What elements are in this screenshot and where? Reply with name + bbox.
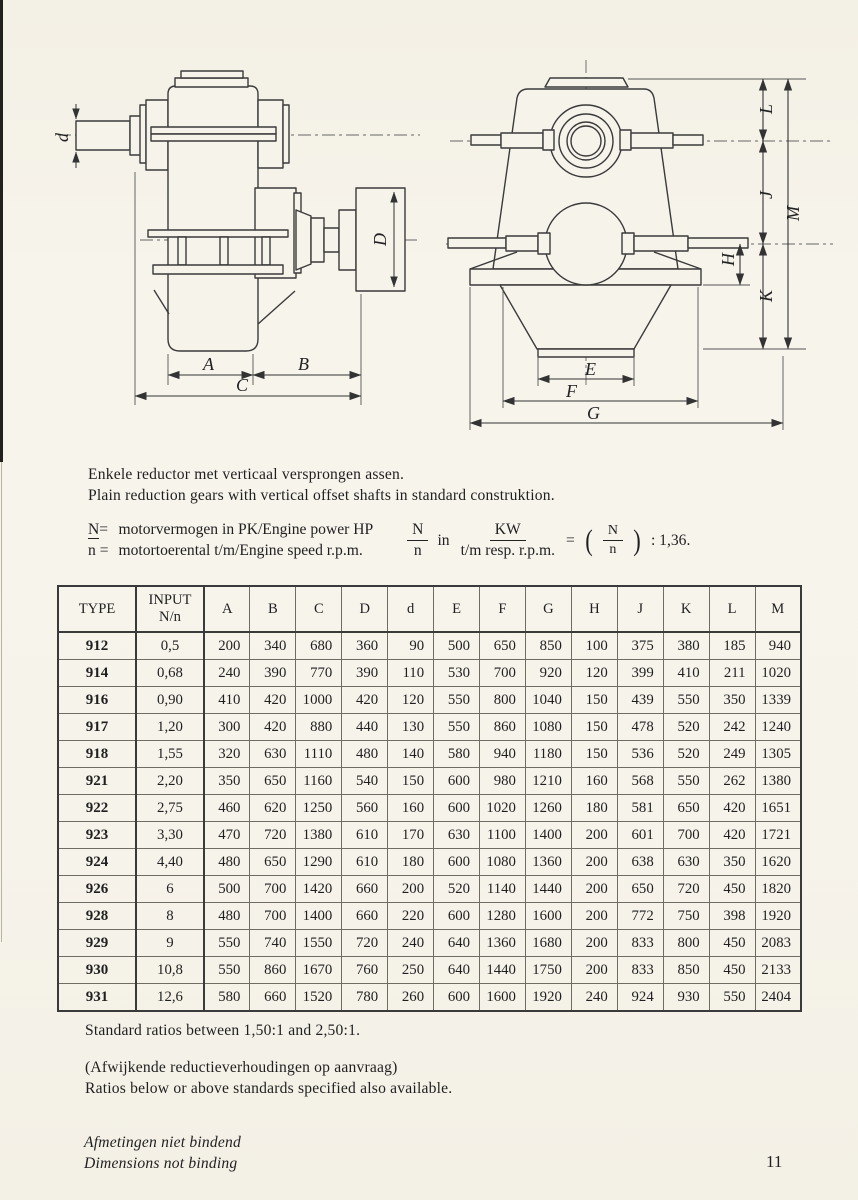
cell-dimension: 350 [709, 849, 755, 876]
cell-dimension: 1290 [296, 849, 342, 876]
cell-dimension: 880 [296, 714, 342, 741]
ratios-note-block [85, 1057, 452, 1099]
cell-dimension: 480 [204, 849, 250, 876]
cell-dimension: 770 [296, 660, 342, 687]
foot [500, 285, 671, 349]
cell-dimension: 200 [388, 876, 434, 903]
cell-dimension: 550 [663, 768, 709, 795]
cell-dimension: 568 [617, 768, 663, 795]
dim-label-C: C [236, 375, 249, 395]
cell-type: 912 [58, 632, 136, 660]
table-row [58, 876, 801, 903]
fraction-kw-rpm: $\frac{KW}{\text{t/m resp. r.p.m.}}$ [460, 521, 556, 560]
column-header-e: E [434, 586, 480, 632]
cell-dimension: 350 [709, 687, 755, 714]
cell-dimension: 660 [250, 984, 296, 1012]
cell-dimension: 680 [296, 632, 342, 660]
cell-dimension: 399 [617, 660, 663, 687]
cell-dimension: 650 [617, 876, 663, 903]
cell-dimension: 700 [250, 876, 296, 903]
cell-dimension: 1520 [296, 984, 342, 1012]
cell-dimension: 120 [388, 687, 434, 714]
cell-type: 926 [58, 876, 136, 903]
column-header-d: d [388, 586, 434, 632]
cell-dimension: 940 [755, 632, 801, 660]
column-header-c: C [296, 586, 342, 632]
cell-dimension: 180 [571, 795, 617, 822]
cell-dimension: 500 [434, 632, 480, 660]
cell-dimension: 550 [204, 930, 250, 957]
table-row [58, 984, 801, 1012]
cell-dimension: 650 [480, 632, 526, 660]
cell-dimension: 200 [571, 822, 617, 849]
cell-dimension: 750 [663, 903, 709, 930]
cell-input: 1,20 [136, 714, 204, 741]
cell-dimension: 660 [342, 903, 388, 930]
cell-input: 10,8 [136, 957, 204, 984]
cell-dimension: 1040 [525, 687, 571, 714]
cell-dimension: 650 [663, 795, 709, 822]
cell-input: 9 [136, 930, 204, 957]
cell-dimension: 460 [204, 795, 250, 822]
cell-dimension: 772 [617, 903, 663, 930]
column-header-k: K [663, 586, 709, 632]
cell-dimension: 1600 [525, 903, 571, 930]
definition-n: motortoerental t/m/Engine speed r.p.m. [118, 542, 363, 560]
cell-dimension: 1750 [525, 957, 571, 984]
cell-dimension: 1110 [296, 741, 342, 768]
cell-dimension: 100 [571, 632, 617, 660]
cell-dimension: 1180 [525, 741, 571, 768]
cell-dimension: 200 [571, 930, 617, 957]
cell-dimension: 640 [434, 930, 480, 957]
table-row [58, 714, 801, 741]
cell-input: 2,75 [136, 795, 204, 822]
cell-dimension: 262 [709, 768, 755, 795]
cell-dimension: 833 [617, 957, 663, 984]
cell-dimension: 2404 [755, 984, 801, 1012]
cell-dimension: 610 [342, 849, 388, 876]
column-header-g: G [525, 586, 571, 632]
equals-sign: = [566, 531, 575, 549]
cell-type: 931 [58, 984, 136, 1012]
cell-dimension: 211 [709, 660, 755, 687]
intro-line-dutch: Enkele reductor met verticaal versprongen assen. [88, 466, 405, 483]
table-row [58, 822, 801, 849]
cell-dimension: 420 [709, 795, 755, 822]
cell-type: 928 [58, 903, 136, 930]
cell-dimension: 620 [250, 795, 296, 822]
cell-dimension: 1600 [480, 984, 526, 1012]
cell-dimension: 780 [342, 984, 388, 1012]
fraction-N-n-small: $\frac{N}{n}$ [603, 523, 623, 559]
cell-dimension: 1360 [480, 930, 526, 957]
cell-input: 12,6 [136, 984, 204, 1012]
cell-dimension: 650 [250, 768, 296, 795]
cell-dimension: 1550 [296, 930, 342, 957]
column-header-l: L [709, 586, 755, 632]
column-header-m: M [755, 586, 801, 632]
dim-label-A: A [203, 354, 214, 374]
cell-input: 4,40 [136, 849, 204, 876]
cell-type: 923 [58, 822, 136, 849]
cell-dimension: 2083 [755, 930, 801, 957]
cell-input: 1,55 [136, 741, 204, 768]
cell-dimension: 1400 [525, 822, 571, 849]
cell-dimension: 200 [571, 876, 617, 903]
cell-dimension: 200 [571, 957, 617, 984]
cell-input: 0,5 [136, 632, 204, 660]
gearbox-housing [168, 86, 258, 351]
cell-dimension: 249 [709, 741, 755, 768]
column-header-inputnn: INPUT N/n [136, 586, 204, 632]
cell-dimension: 1670 [296, 957, 342, 984]
cell-dimension: 980 [480, 768, 526, 795]
cell-dimension: 120 [571, 660, 617, 687]
cell-dimension: 130 [388, 714, 434, 741]
dim-label-L: L [756, 103, 776, 114]
ratios-note-english: Ratios below or above standards specified also available. [85, 1080, 453, 1097]
cell-dimension: 110 [388, 660, 434, 687]
cell-dimension: 240 [388, 930, 434, 957]
cell-dimension: 581 [617, 795, 663, 822]
cell-dimension: 1440 [480, 957, 526, 984]
cell-dimension: 340 [250, 632, 296, 660]
cell-dimension: 1620 [755, 849, 801, 876]
cell-dimension: 420 [709, 822, 755, 849]
cell-dimension: 850 [525, 632, 571, 660]
cell-input: 0,68 [136, 660, 204, 687]
cell-dimension: 610 [342, 822, 388, 849]
dim-label-D: D [370, 233, 390, 246]
cell-dimension: 242 [709, 714, 755, 741]
cell-dimension: 640 [434, 957, 480, 984]
cell-input: 2,20 [136, 768, 204, 795]
cell-dimension: 440 [342, 714, 388, 741]
cell-dimension: 200 [571, 903, 617, 930]
cell-dimension: 800 [663, 930, 709, 957]
table-row [58, 660, 801, 687]
cell-dimension: 478 [617, 714, 663, 741]
symbol-n: n = [88, 542, 109, 560]
cell-dimension: 1260 [525, 795, 571, 822]
cell-dimension: 150 [571, 714, 617, 741]
conversion-formula [407, 521, 690, 561]
cell-dimension: 1721 [755, 822, 801, 849]
cell-dimension: 600 [434, 903, 480, 930]
dim-label-G: G [587, 403, 600, 423]
cell-dimension: 1000 [296, 687, 342, 714]
cell-input: 6 [136, 876, 204, 903]
cell-dimension: 1080 [480, 849, 526, 876]
formula-block [88, 521, 690, 561]
cell-dimension: 600 [434, 768, 480, 795]
cell-dimension: 1380 [755, 768, 801, 795]
cell-dimension: 700 [250, 903, 296, 930]
scan-edge-artifact-light [1, 462, 2, 942]
cell-dimension: 860 [250, 957, 296, 984]
input-shaft [76, 121, 130, 150]
cell-dimension: 920 [525, 660, 571, 687]
cell-dimension: 540 [342, 768, 388, 795]
cell-dimension: 760 [342, 957, 388, 984]
cell-dimension: 600 [434, 849, 480, 876]
cell-dimension: 390 [342, 660, 388, 687]
cell-dimension: 1020 [755, 660, 801, 687]
cell-dimension: 601 [617, 822, 663, 849]
column-header-a: A [204, 586, 250, 632]
table-row [58, 849, 801, 876]
cell-dimension: 700 [663, 822, 709, 849]
cell-dimension: 1140 [480, 876, 526, 903]
cell-input: 3,30 [136, 822, 204, 849]
cell-type: 916 [58, 687, 136, 714]
cell-dimension: 550 [434, 687, 480, 714]
column-header-f: F [480, 586, 526, 632]
cell-dimension: 240 [204, 660, 250, 687]
cell-dimension: 200 [571, 849, 617, 876]
cell-dimension: 630 [250, 741, 296, 768]
cell-dimension: 1250 [296, 795, 342, 822]
cell-dimension: 1080 [525, 714, 571, 741]
cell-dimension: 1360 [525, 849, 571, 876]
cell-dimension: 740 [250, 930, 296, 957]
cell-dimension: 720 [250, 822, 296, 849]
symbol-N: N= [88, 521, 109, 539]
upper-bearing-housing [550, 105, 622, 177]
cell-dimension: 480 [342, 741, 388, 768]
cell-dimension: 924 [617, 984, 663, 1012]
fraction-N-n: $\frac{N}{n}$ [407, 521, 428, 561]
cell-type: 921 [58, 768, 136, 795]
dim-label-E: E [585, 359, 596, 379]
cell-dimension: 550 [434, 714, 480, 741]
page-number: 11 [766, 1152, 783, 1171]
dim-label-B: B [298, 354, 309, 374]
cell-type: 918 [58, 741, 136, 768]
cell-dimension: 200 [204, 632, 250, 660]
cell-dimension: 630 [434, 822, 480, 849]
table-row [58, 903, 801, 930]
lower-bearing-bore [545, 203, 627, 285]
cell-input: 0,90 [136, 687, 204, 714]
cell-dimension: 420 [342, 687, 388, 714]
cell-dimension: 350 [204, 768, 250, 795]
cell-dimension: 630 [663, 849, 709, 876]
cell-dimension: 600 [434, 984, 480, 1012]
cell-dimension: 520 [663, 714, 709, 741]
cell-dimension: 520 [663, 741, 709, 768]
cell-dimension: 260 [388, 984, 434, 1012]
cell-dimension: 720 [342, 930, 388, 957]
cell-dimension: 1400 [296, 903, 342, 930]
cell-dimension: 500 [204, 876, 250, 903]
cell-dimension: 940 [480, 741, 526, 768]
cell-dimension: 530 [434, 660, 480, 687]
cell-dimension: 150 [571, 687, 617, 714]
cell-dimension: 550 [709, 984, 755, 1012]
cell-dimension: 600 [434, 795, 480, 822]
cell-dimension: 480 [204, 903, 250, 930]
cell-dimension: 1020 [480, 795, 526, 822]
table-row [58, 795, 801, 822]
cell-dimension: 160 [571, 768, 617, 795]
cell-dimension: 1305 [755, 741, 801, 768]
scan-edge-artifact [0, 0, 3, 462]
cell-dimension: 410 [204, 687, 250, 714]
cell-dimension: 450 [709, 930, 755, 957]
cell-dimension: 420 [250, 687, 296, 714]
close-paren: ) [633, 523, 641, 557]
dim-label-F: F [566, 381, 577, 401]
dim-label-J: J [756, 191, 776, 199]
cell-dimension: 1210 [525, 768, 571, 795]
cell-dimension: 1160 [296, 768, 342, 795]
cell-dimension: 1420 [296, 876, 342, 903]
cell-type: 924 [58, 849, 136, 876]
cell-type: 929 [58, 930, 136, 957]
column-header-type: TYPE [58, 586, 136, 632]
symbol-definitions [88, 521, 373, 560]
table-row [58, 768, 801, 795]
cell-dimension: 660 [342, 876, 388, 903]
cell-dimension: 550 [663, 687, 709, 714]
cell-dimension: 1339 [755, 687, 801, 714]
table-body [58, 632, 801, 1011]
table-row [58, 957, 801, 984]
table-header [58, 586, 801, 632]
cell-dimension: 1440 [525, 876, 571, 903]
side-view-drawing [28, 58, 428, 410]
cell-dimension: 380 [663, 632, 709, 660]
cell-dimension: 398 [709, 903, 755, 930]
in-word: in [437, 531, 450, 549]
cell-dimension: 550 [204, 957, 250, 984]
dim-label-K: K [756, 289, 776, 302]
dim-label-M: M [783, 206, 803, 221]
ratio-suffix: : 1,36. [650, 531, 691, 549]
cell-dimension: 360 [342, 632, 388, 660]
cell-type: 922 [58, 795, 136, 822]
cell-dimension: 1651 [755, 795, 801, 822]
cell-dimension: 580 [434, 741, 480, 768]
standard-ratios-note: Standard ratios between 1,50:1 and 2,50:1. [85, 1022, 361, 1039]
intro-line-english: Plain reduction gears with vertical offset shafts in standard construktion. [88, 487, 555, 504]
cell-dimension: 170 [388, 822, 434, 849]
cell-dimension: 439 [617, 687, 663, 714]
cell-dimension: 160 [388, 795, 434, 822]
cell-dimension: 700 [480, 660, 526, 687]
dim-label-d: d [52, 133, 72, 142]
cell-dimension: 240 [571, 984, 617, 1012]
cell-dimension: 470 [204, 822, 250, 849]
cell-dimension: 850 [663, 957, 709, 984]
disclaimer-block [84, 1132, 241, 1174]
cell-dimension: 860 [480, 714, 526, 741]
table-row [58, 687, 801, 714]
cell-dimension: 2133 [755, 957, 801, 984]
cell-dimension: 375 [617, 632, 663, 660]
cell-type: 917 [58, 714, 136, 741]
cell-dimension: 450 [709, 876, 755, 903]
cell-dimension: 1680 [525, 930, 571, 957]
definition-N: motorvermogen in PK/Engine power HP [118, 521, 374, 539]
cell-dimension: 580 [204, 984, 250, 1012]
disclaimer-english: Dimensions not binding [84, 1155, 238, 1172]
cell-dimension: 300 [204, 714, 250, 741]
cell-dimension: 1240 [755, 714, 801, 741]
cell-dimension: 1920 [525, 984, 571, 1012]
cell-dimension: 180 [388, 849, 434, 876]
cell-dimension: 720 [663, 876, 709, 903]
cell-dimension: 520 [434, 876, 480, 903]
cell-type: 914 [58, 660, 136, 687]
cell-dimension: 150 [571, 741, 617, 768]
cell-dimension: 1920 [755, 903, 801, 930]
cell-dimension: 1100 [480, 822, 526, 849]
cell-dimension: 410 [663, 660, 709, 687]
cell-dimension: 420 [250, 714, 296, 741]
cell-dimension: 560 [342, 795, 388, 822]
cell-dimension: 450 [709, 957, 755, 984]
table-row [58, 632, 801, 660]
intro-block [88, 464, 555, 506]
cell-dimension: 536 [617, 741, 663, 768]
cell-dimension: 833 [617, 930, 663, 957]
cell-dimension: 650 [250, 849, 296, 876]
cell-dimension: 250 [388, 957, 434, 984]
column-header-j: J [617, 586, 663, 632]
cell-dimension: 930 [663, 984, 709, 1012]
cell-dimension: 390 [250, 660, 296, 687]
open-paren: ( [585, 523, 593, 557]
dim-label-H: H [718, 253, 738, 266]
column-header-d: D [342, 586, 388, 632]
cell-dimension: 320 [204, 741, 250, 768]
cell-dimension: 800 [480, 687, 526, 714]
cell-input: 8 [136, 903, 204, 930]
table-row [58, 741, 801, 768]
cell-dimension: 185 [709, 632, 755, 660]
column-header-b: B [250, 586, 296, 632]
cell-dimension: 1380 [296, 822, 342, 849]
cell-dimension: 140 [388, 741, 434, 768]
cell-type: 930 [58, 957, 136, 984]
cell-dimension: 220 [388, 903, 434, 930]
cell-dimension: 150 [388, 768, 434, 795]
front-view-drawing [438, 56, 850, 448]
table-row [58, 930, 801, 957]
cell-dimension: 638 [617, 849, 663, 876]
cell-dimension: 1280 [480, 903, 526, 930]
cell-dimension: 90 [388, 632, 434, 660]
cell-dimension: 1820 [755, 876, 801, 903]
dimensions-table [57, 585, 802, 1012]
ratios-note-dutch: (Afwijkende reductieverhoudingen op aanvraag) [85, 1059, 398, 1076]
disclaimer-dutch: Afmetingen niet bindend [84, 1134, 242, 1151]
column-header-h: H [571, 586, 617, 632]
